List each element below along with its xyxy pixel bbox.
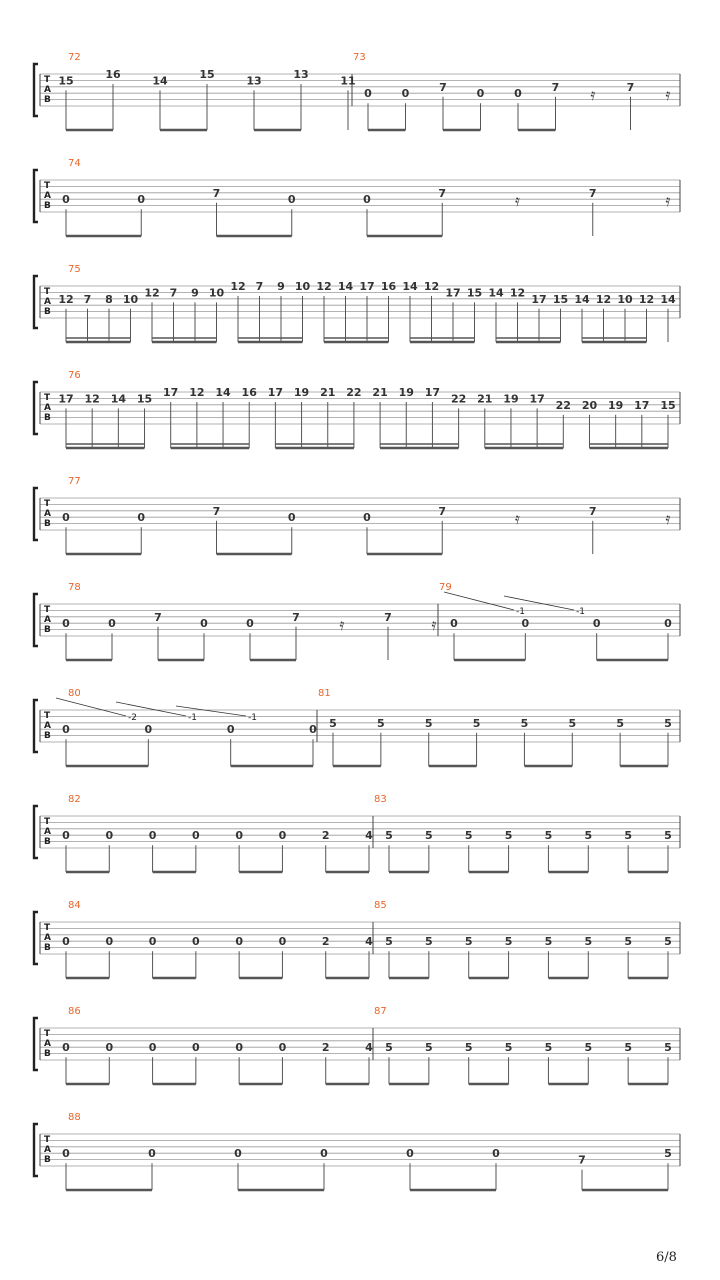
fret-number: 0 [309,723,317,737]
system-bracket [34,700,38,752]
fret-number: 7 [169,286,178,300]
fret-number: 21 [372,386,388,399]
fret-number: 0 [363,193,371,207]
fret-number: 12 [316,280,332,293]
fret-number: 5 [504,829,513,843]
fret-number: 0 [278,1041,287,1055]
tab-clef-letter: B [44,943,51,953]
fret-number: 21 [477,392,493,406]
fret-number: 22 [555,398,571,412]
system-bracket [34,1124,38,1176]
measure-number: 79 [439,582,452,593]
fret-number: 0 [450,617,458,631]
fret-number: 0 [246,617,254,631]
fret-number: 19 [503,392,519,406]
sixteenth-rest: 𝄿 [431,615,437,634]
fret-number: 0 [364,87,372,101]
tab-clef-letter: T [44,181,51,191]
fret-number: 5 [544,1041,553,1055]
fret-number: 12 [423,280,440,293]
fret-number: 17 [634,398,650,412]
fret-number: 0 [278,829,287,843]
bend-line [116,702,186,716]
fret-number: 0 [476,87,485,101]
fret-number: 0 [62,723,70,737]
fret-number: 5 [664,1147,672,1161]
fret-number: 0 [235,829,243,843]
tab-clef-letter: T [44,711,51,721]
fret-number: 21 [320,386,336,399]
fret-number: 14 [574,292,590,306]
fret-number: 4 [365,935,373,949]
measure-number: 88 [68,1112,81,1123]
tab-clef-letter: A [44,191,51,201]
fret-number: 9 [191,286,199,300]
fret-number: 7 [212,504,221,518]
fret-number: 5 [664,829,672,843]
fret-number: 0 [521,617,530,631]
fret-number: 5 [568,716,577,730]
tab-clef-letter: A [44,721,51,731]
measure-number: 80 [68,688,81,699]
fret-number: 0 [62,193,70,207]
fret-number: 0 [105,935,114,949]
system-bracket [34,594,38,646]
fret-number: 14 [402,280,418,293]
fret-number: 0 [144,723,153,737]
fret-number: 14 [215,386,231,399]
fret-number: 0 [406,1147,414,1161]
tab-clef-letter: A [44,85,51,95]
fret-number: 0 [514,87,522,101]
fret-number: 15 [58,74,74,88]
tab-clef-letter: B [44,519,51,529]
measure-number: 76 [68,370,81,381]
fret-number: 5 [520,716,529,730]
fret-number: 0 [137,193,146,207]
fret-number: 5 [425,1041,433,1055]
fret-number: 0 [592,617,601,631]
bend-label: -1 [188,713,197,723]
fret-number: 0 [278,935,287,949]
fret-number: 19 [607,398,624,412]
fret-number: 17 [531,292,547,306]
fret-number: 5 [664,1041,672,1055]
fret-number: 5 [624,1041,632,1055]
fret-number: 17 [359,280,375,293]
fret-number: 5 [584,935,593,949]
fret-number: 12 [189,386,205,399]
fret-number: 0 [105,829,114,843]
fret-number: 5 [544,935,553,949]
measure-number: 78 [68,582,81,593]
fret-number: 0 [401,87,410,101]
fret-number: 0 [235,1041,243,1055]
fret-number: 13 [293,68,309,81]
tab-clef-letter: T [44,605,51,615]
fret-number: 5 [424,716,433,730]
tab-clef-letter: T [44,75,51,85]
bend-line [56,698,126,716]
fret-number: 0 [287,511,296,525]
fret-number: 5 [584,829,593,843]
measure-number: 84 [68,900,81,911]
fret-number: 17 [529,392,545,406]
tab-clef-letter: B [44,625,51,635]
fret-number: 14 [152,74,168,88]
tab-clef-letter: T [44,817,51,827]
measure-number: 83 [374,794,387,805]
bend-label: -1 [248,713,257,723]
fret-number: 5 [377,716,385,730]
fret-number: 5 [504,935,513,949]
fret-number: 0 [234,1147,242,1161]
system-bracket [34,382,38,434]
fret-number: 11 [340,74,356,88]
fret-number: 0 [148,1147,156,1161]
fret-number: 7 [588,186,597,200]
fret-number: 8 [105,292,113,306]
fret-number: 0 [137,511,146,525]
tab-clef-letter: T [44,923,51,933]
tab-clef-letter: B [44,95,51,105]
fret-number: 7 [384,610,392,624]
measure-number: 72 [68,52,81,63]
tab-clef-letter: T [44,393,51,403]
fret-number: 0 [148,935,157,949]
fret-number: 2 [321,829,330,843]
tab-clef-letter: T [44,499,51,509]
tab-clef-letter: A [44,1039,51,1049]
fret-number: 7 [154,610,162,624]
tab-clef-letter: B [44,413,51,423]
fret-number: 5 [624,829,632,843]
fret-number: 5 [472,716,481,730]
fret-number: 5 [385,935,393,949]
fret-number: 0 [664,617,672,631]
fret-number: 5 [464,935,473,949]
fret-number: 5 [385,1041,393,1055]
fret-number: 0 [320,1147,328,1161]
fret-number: 9 [277,280,285,293]
fret-number: 0 [105,1041,114,1055]
fret-number: 16 [105,68,121,81]
fret-number: 13 [246,74,262,88]
fret-number: 17 [424,386,441,399]
fret-number: 7 [255,280,264,293]
fret-number: 17 [58,392,74,406]
fret-number: 7 [212,186,221,200]
tab-clef-letter: T [44,1135,51,1145]
tab-clef-letter: A [44,403,51,413]
tab-clef-letter: B [44,731,51,741]
sixteenth-rest: 𝄿 [665,191,671,210]
page-number: 6/8 [656,1250,677,1265]
tab-clef-letter: A [44,509,51,519]
tab-clef-letter: T [44,1029,51,1039]
fret-number: 7 [551,80,560,94]
tab-clef-letter: A [44,297,51,307]
bend-line [504,596,574,610]
system-bracket [34,912,38,964]
fret-number: 12 [230,280,246,293]
fret-number: 5 [504,1041,513,1055]
fret-number: 12 [509,286,526,300]
fret-number: 15 [136,392,153,406]
fret-number: 7 [438,504,447,518]
fret-number: 2 [321,1041,330,1055]
fret-number: 7 [439,80,447,94]
fret-number: 15 [660,398,676,412]
system-bracket [34,170,38,222]
fret-number: 16 [241,386,257,399]
fret-number: 0 [148,1041,157,1055]
system-bracket [34,488,38,540]
fret-number: 7 [588,504,597,518]
fret-number: 0 [363,511,371,525]
system-bracket [34,64,38,116]
fret-number: 14 [337,280,354,293]
fret-number: 10 [617,292,633,306]
sixteenth-rest: 𝄿 [665,509,671,528]
fret-number: 7 [83,292,92,306]
fret-number: 12 [638,292,655,306]
fret-number: 15 [466,286,483,300]
tab-clef-letter: A [44,1145,51,1155]
sixteenth-rest: 𝄿 [515,509,520,528]
fret-number: 7 [626,80,635,94]
fret-number: 0 [192,829,200,843]
fret-number: 2 [321,935,330,949]
system-bracket [34,1018,38,1070]
fret-number: 0 [192,935,200,949]
fret-number: 15 [199,68,215,81]
measure-number: 85 [374,900,387,911]
fret-number: 5 [624,935,632,949]
fret-number: 5 [664,716,672,730]
tab-clef-letter: B [44,1155,51,1165]
fret-number: 10 [122,292,139,306]
fret-number: 17 [267,386,284,399]
fret-number: 16 [380,280,397,293]
fret-number: 7 [438,186,447,200]
sixteenth-rest: 𝄿 [515,191,520,210]
tab-clef-letter: A [44,933,51,943]
fret-number: 12 [84,392,100,406]
fret-number: 0 [62,829,70,843]
measure-number: 87 [374,1006,387,1017]
fret-number: 5 [464,829,473,843]
tab-clef-letter: T [44,287,51,297]
fret-number: 10 [294,280,311,293]
fret-number: 5 [544,829,553,843]
measure-number: 82 [68,794,81,805]
fret-number: 0 [226,723,235,737]
fret-number: 17 [163,386,179,399]
measure-number: 86 [68,1006,81,1017]
fret-number: 19 [293,386,310,399]
fret-number: 22 [450,392,467,406]
fret-number: 5 [664,935,672,949]
tab-clef-letter: A [44,827,51,837]
tab-clef-letter: A [44,615,51,625]
tab-clef-letter: B [44,307,51,317]
fret-number: 5 [425,935,433,949]
fret-number: 14 [488,286,504,300]
fret-number: 7 [292,610,300,624]
bend-line [444,592,514,610]
fret-number: 15 [552,292,569,306]
fret-number: 7 [578,1153,586,1167]
fret-number: 0 [200,617,208,631]
measure-number: 77 [68,476,81,487]
fret-number: 0 [287,193,296,207]
fret-number: 4 [365,1041,373,1055]
tab-clef-letter: B [44,1049,51,1059]
system-bracket [34,806,38,858]
fret-number: 14 [660,292,676,306]
measure-number: 81 [318,688,331,699]
fret-number: 12 [58,292,74,306]
bend-line [176,706,246,716]
fret-number: 5 [425,829,433,843]
fret-number: 5 [329,716,337,730]
tab-clef-letter: B [44,837,51,847]
fret-number: 0 [192,1041,200,1055]
fret-number: 0 [62,617,70,631]
measure-number: 75 [68,264,81,275]
fret-number: 5 [584,1041,593,1055]
fret-number: 17 [445,286,461,300]
sixteenth-rest: 𝄿 [665,85,671,104]
tab-clef-letter: B [44,201,51,211]
fret-number: 5 [464,1041,473,1055]
fret-number: 10 [208,286,225,300]
fret-number: 0 [148,829,157,843]
fret-number: 22 [346,386,362,399]
bend-label: -1 [516,607,525,617]
fret-number: 19 [398,386,414,399]
fret-number: 5 [385,829,393,843]
fret-number: 0 [108,617,116,631]
fret-number: 0 [62,1147,70,1161]
fret-number: 0 [62,935,70,949]
fret-number: 4 [365,829,373,843]
fret-number: 0 [62,1041,70,1055]
sixteenth-rest: 𝄿 [590,85,596,104]
bend-label: -1 [576,607,585,617]
fret-number: 5 [616,716,624,730]
fret-number: 12 [595,292,612,306]
fret-number: 0 [492,1147,500,1161]
fret-number: 0 [235,935,243,949]
measure-number: 73 [353,52,366,63]
system-bracket [34,276,38,328]
fret-number: 14 [110,392,127,406]
fret-number: 12 [144,286,160,300]
fret-number: 0 [62,511,70,525]
sixteenth-rest: 𝄿 [339,615,345,634]
fret-number: 20 [581,398,598,412]
measure-number: 74 [68,158,81,169]
bend-label: -2 [128,713,137,723]
